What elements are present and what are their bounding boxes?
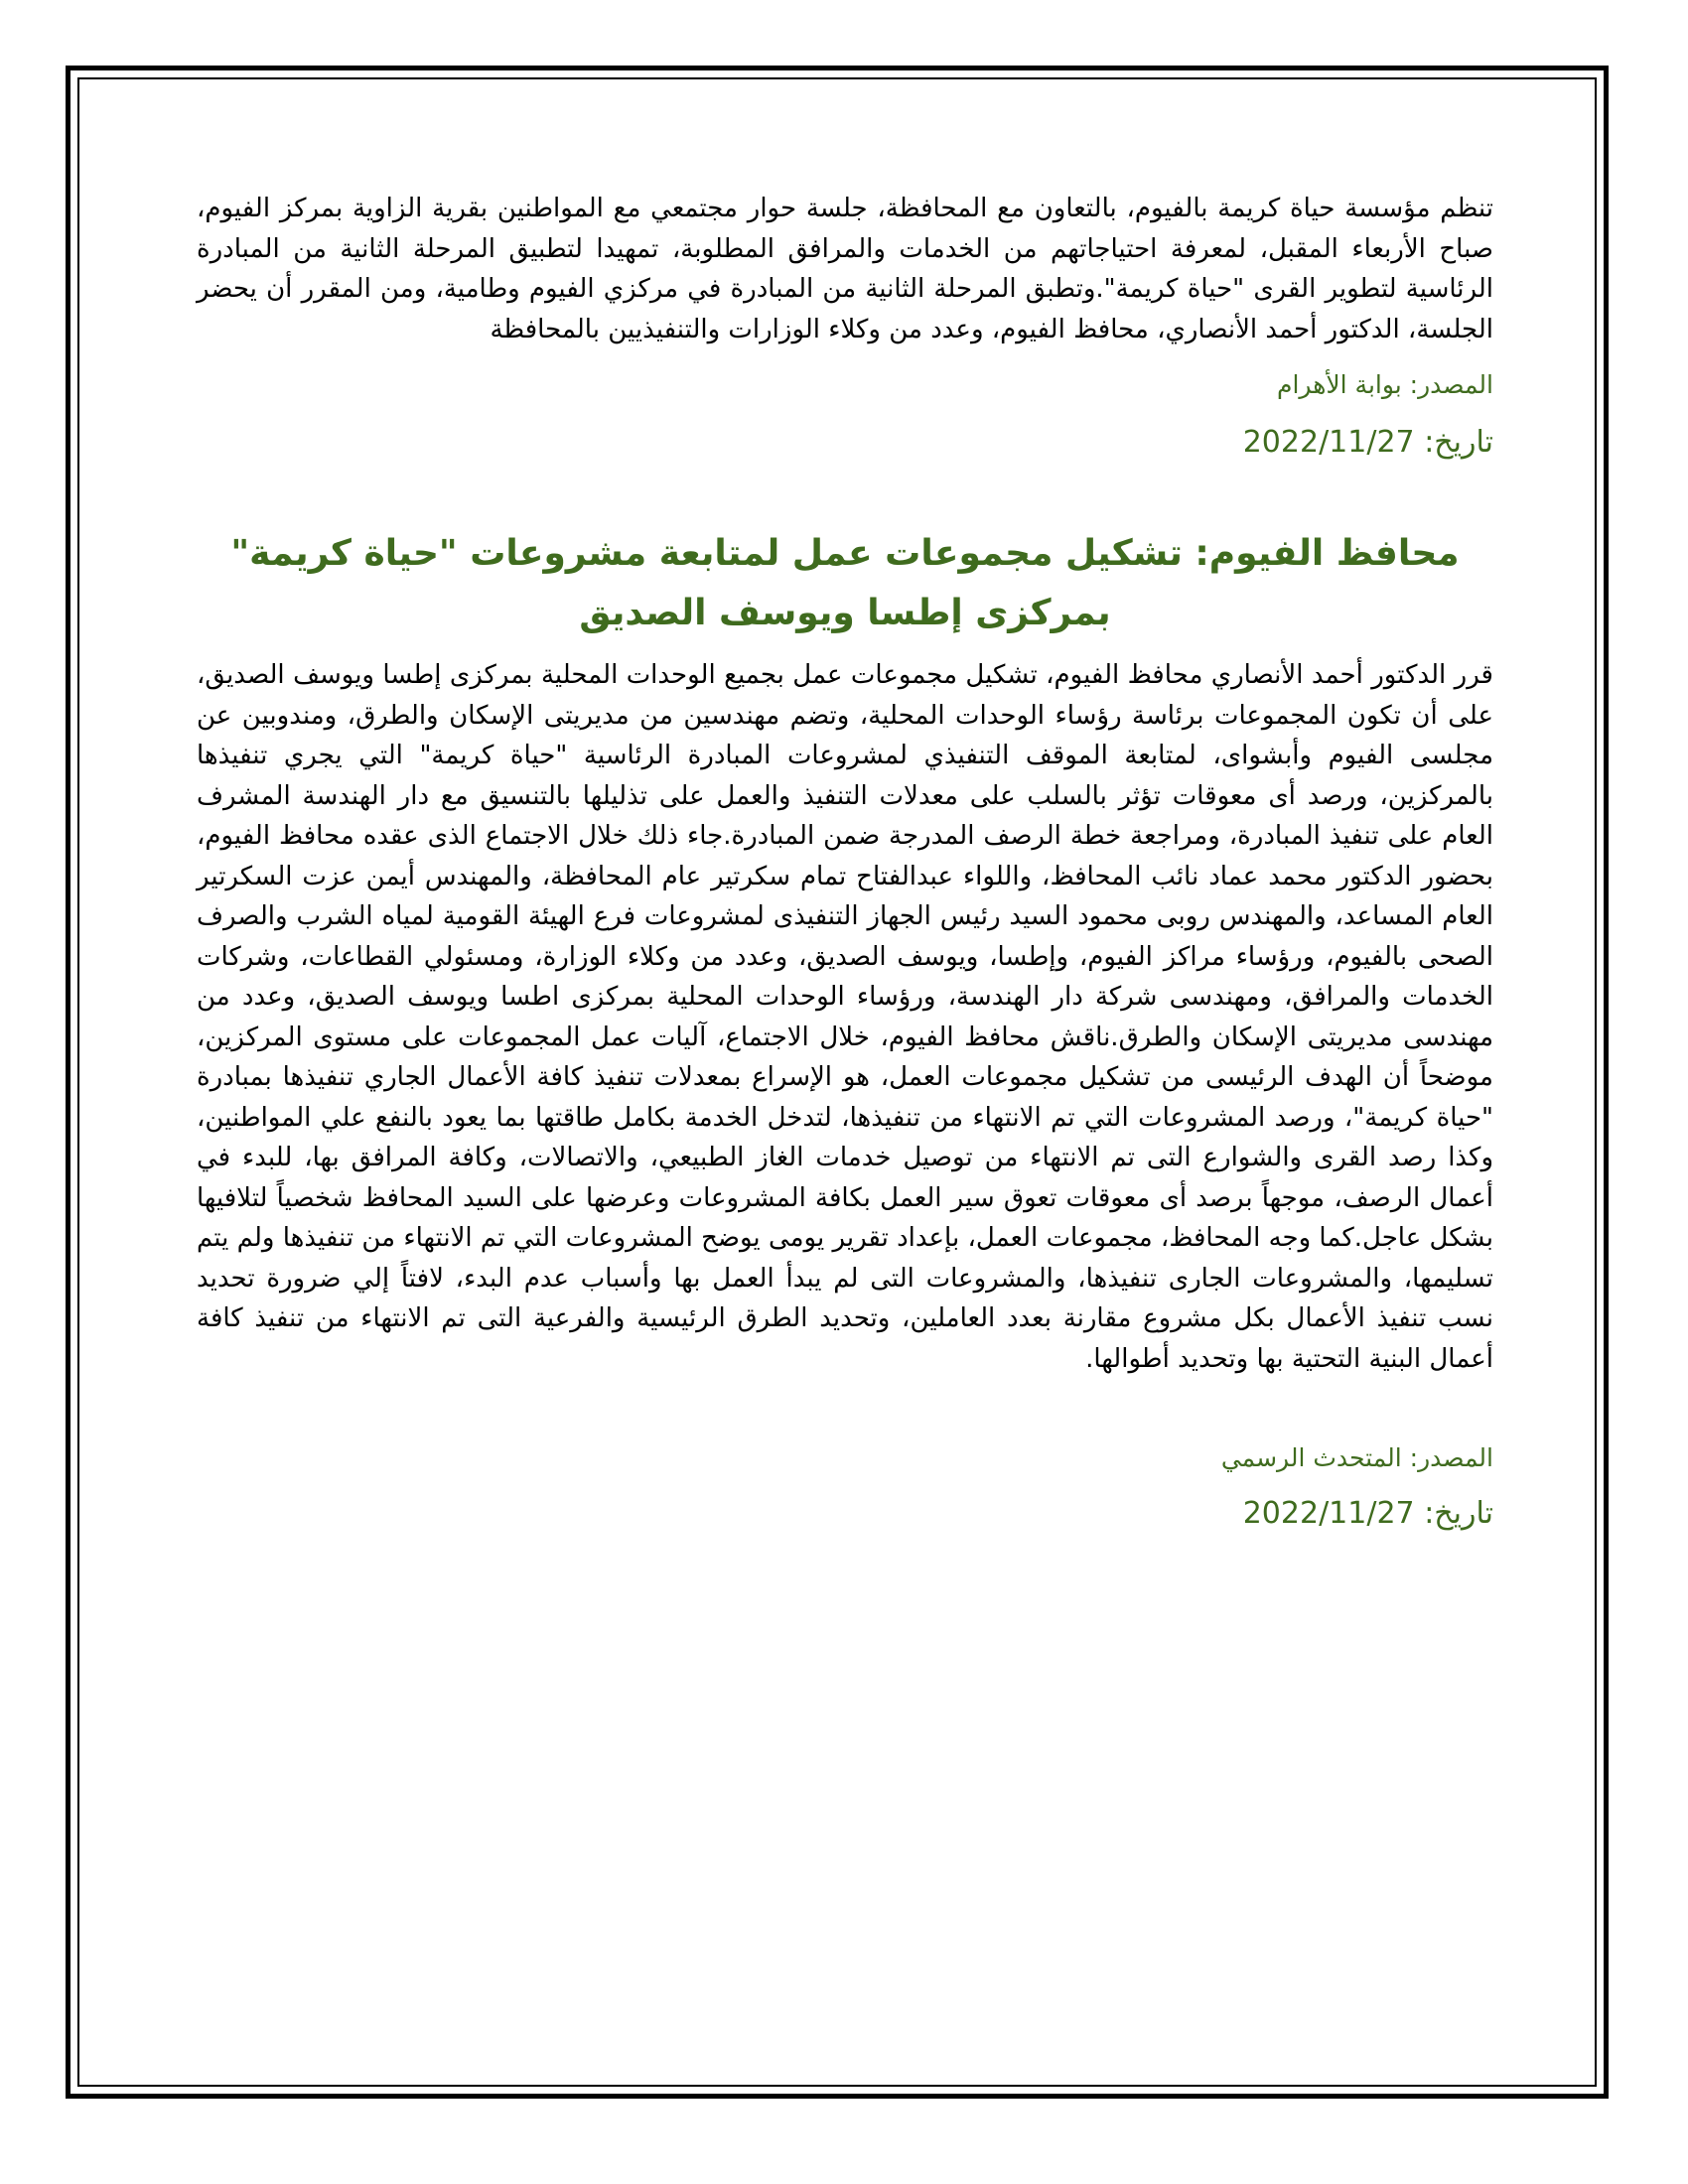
article-1-source: بوابة الأهرام <box>1276 370 1402 399</box>
source-label: المصدر: <box>1409 1443 1493 1472</box>
article-2 <box>197 524 1493 1534</box>
article-1-source-line <box>197 367 1493 403</box>
article-1-date-line <box>197 423 1493 463</box>
article-2-body: قرر الدكتور أحمد الأنصاري محافظ الفيوم، تشكيل مجموعات عمل بجميع الوحدات المحلية بمركزى إطسا ويوسف الصديق، على أن تكون المجموعات برئاسة رؤساء الوحدات المحلية، وتضم مهندسين من مديريتى الإسكان والطرق، ومندوبين عن مجلسى الفيوم وأبشواى، لمتابعة الموقف التنفيذي لمشروعات المبادرة الرئاسية "حياة كريمة" التي يجري تنفيذها بالمركزين، ورصد أى معوقات تؤثر بالسلب على معدلات التنفيذ والعمل على تذليلها بالتنسيق مع دار الهندسة المشرف العام على تنفيذ المبادرة، ومراجعة خطة الرصف المدرجة ضمن المبادرة.جاء ذلك خلال الاجتماع الذى عقده محافظ الفيوم، بحضور الدكتور محمد عماد نائب المحافظ، واللواء عبدالفتاح تمام سكرتير عام المحافظة، والمهندس أيمن عزت السكرتير العام المساعد، والمهندس روبى محمود السيد رئيس الجهاز التنفيذى لمشروعات فرع الهيئة القومية لمياه الشرب والصرف الصحى بالفيوم، ورؤساء مراكز الفيوم، وإطسا، ويوسف الصديق، وعدد من وكلاء الوزارة، ومسئولي القطاعات، وشركات الخدمات والمرافق، ومهندسى شركة دار الهندسة، ورؤساء الوحدات المحلية بمركزى اطسا ويوسف الصديق، وعدد من مهندسى مديريتى الإسكان والطرق.ناقش محافظ الفيوم، خلال الاجتماع، آليات عمل المجموعات على مستوى المركزين، موضحاً أن الهدف الرئيسى من تشكيل مجموعات العمل، هو الإسراع بمعدلات تنفيذ كافة الأعمال الجاري تنفيذها بمبادرة "حياة كريمة"، ورصد المشروعات التي تم الانتهاء من تنفيذها، لتدخل الخدمة بكامل طاقتها بما يعود بالنفع علي المواطنين، وكذا رصد القرى والشوارع التى تم الانتهاء من توصيل خدمات الغاز الطبيعي، والاتصالات، وكافة المرافق بها، للبدء في أعمال الرصف، موجهاً برصد أى معوقات تعوق سير العمل بكافة المشروعات وعرضها على السيد المحافظ شخصياً لتلافيها بشكل عاجل.كما وجه المحافظ، مجموعات العمل، بإعداد تقرير يومى يوضح المشروعات التي تم الانتهاء من تنفيذها ولم يتم تسليمها، والمشروعات الجارى تنفيذها، والمشروعات التى لم يبدأ العمل بها وأسباب عدم البدء، لافتاً إلي ضرورة تحديد نسب تنفيذ الأعمال بكل مشروع مقارنة بعدد العاملين، وتحديد الطرق الرئيسية والفرعية التى تم الانتهاء من تنفيذ كافة أعمال البنية التحتية بها وتحديد أطوالها. <box>197 660 1493 1374</box>
article-2-date-line <box>197 1494 1493 1534</box>
date-label: تاريخ: <box>1424 1496 1493 1531</box>
article-2-date: 2022/11/27 <box>1242 1496 1415 1531</box>
document-content <box>197 189 1493 1534</box>
article-1-date: 2022/11/27 <box>1242 425 1415 460</box>
article-1-body: تنظم مؤسسة حياة كريمة بالفيوم، بالتعاون مع المحافظة، جلسة حوار مجتمعي مع المواطنين بقرية الزاوية بمركز الفيوم، صباح الأربعاء المقبل، لمعرفة احتياجاتهم من الخدمات والمرافق المطلوبة، تمهيدا لتطبيق المرحلة الثانية من المبادرة الرئاسية لتطوير القرى "حياة كريمة".وتطبق المرحلة الثانية من المبادرة في مركزي الفيوم وطامية، ومن المقرر أن يحضر الجلسة، الدكتور أحمد الأنصاري، محافظ الفيوم، وعدد من وكلاء الوزارات والتنفيذيين بالمحافظة <box>197 194 1493 344</box>
article-2-source-line <box>197 1440 1493 1476</box>
date-label: تاريخ: <box>1424 425 1493 460</box>
source-label: المصدر: <box>1409 370 1493 399</box>
article-2-headline: محافظ الفيوم: تشكيل مجموعات عمل لمتابعة مشروعات "حياة كريمة" بمركزى إطسا ويوسف الصديق <box>230 533 1460 633</box>
article-2-source: المتحدث الرسمي <box>1220 1443 1402 1472</box>
article-1 <box>197 189 1493 463</box>
